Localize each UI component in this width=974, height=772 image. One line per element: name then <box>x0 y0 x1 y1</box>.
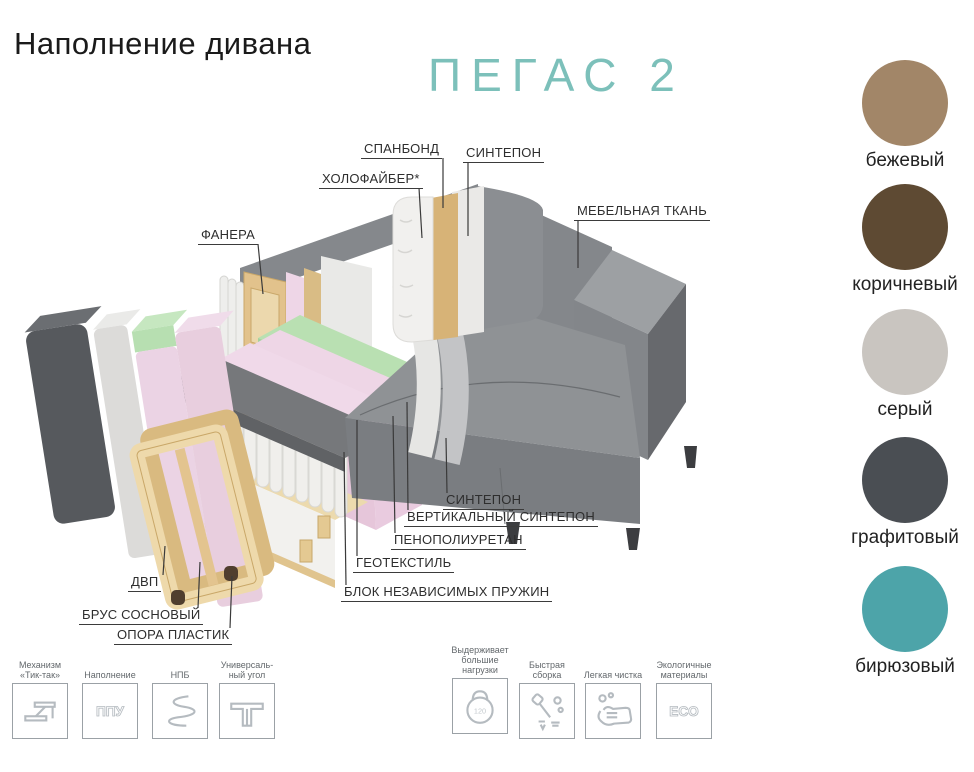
label-spunbond: СПАНБОНД <box>361 141 442 159</box>
label-holofiber: ХОЛОФАЙБЕР* <box>319 171 423 189</box>
color-circle <box>862 309 948 395</box>
cleaning-icon <box>592 690 634 732</box>
label-fabric: МЕБЕЛЬНАЯ ТКАНЬ <box>574 203 710 221</box>
color-name: коричневый <box>852 274 958 295</box>
feature-label: Наполнение <box>84 670 136 680</box>
color-circle <box>862 437 948 523</box>
tiktak-mechanism-icon <box>19 690 61 732</box>
swatch-beige <box>845 60 965 172</box>
feature-label: сборка <box>532 670 562 680</box>
label-opora: ОПОРА ПЛАСТИК <box>114 627 232 645</box>
feature-label: нагрузки <box>462 665 498 675</box>
svg-text:120: 120 <box>473 706 487 716</box>
feature-label: Быстрая <box>529 660 565 670</box>
feature-label: материалы <box>660 670 708 680</box>
color-name: бирюзовый <box>855 656 955 677</box>
label-sintepon-top: СИНТЕПОН <box>463 145 544 163</box>
color-name: серый <box>877 399 933 420</box>
feature-label: ный угол <box>228 670 266 680</box>
label-brus: БРУС СОСНОВЫЙ <box>79 607 203 625</box>
color-name: графитовый <box>851 527 959 548</box>
feature-label: НПБ <box>170 670 190 680</box>
assembly-icon <box>526 690 568 732</box>
feature-label: «Тик-так» <box>19 670 61 680</box>
label-sintepon-seat: СИНТЕПОН <box>443 492 524 510</box>
spring-icon <box>159 690 201 732</box>
plastic-foot <box>171 590 185 605</box>
swatch-graphite <box>845 437 965 549</box>
label-springs: БЛОК НЕЗАВИСИМЫХ ПРУЖИН <box>341 584 552 602</box>
label-fanera: ФАНЕРА <box>198 227 258 245</box>
swatch-brown <box>845 184 965 296</box>
label-vertical-sintepon: ВЕРТИКАЛЬНЫЙ СИНТЕПОН <box>404 509 598 527</box>
feature-label: большие <box>461 655 499 665</box>
feature-label: Выдерживает <box>451 645 509 655</box>
label-ppu: ПЕНОПОЛИУРЕТАН <box>391 532 526 550</box>
plastic-foot <box>224 566 238 581</box>
swatch-gray <box>845 309 965 421</box>
feature-label: Универсаль- <box>220 660 274 670</box>
svg-text:ППУ: ППУ <box>95 704 125 720</box>
feature-universal-corner <box>201 648 293 739</box>
svg-text:ECO: ECO <box>669 704 699 720</box>
feature-label: Легкая чистка <box>583 670 643 680</box>
color-circle <box>862 60 948 146</box>
feature-label: Механизм <box>18 660 62 670</box>
color-name: бежевый <box>865 150 945 171</box>
kettlebell-icon <box>459 685 501 727</box>
ppu-filling-icon <box>89 690 131 732</box>
color-circle <box>862 184 948 270</box>
product-name: ПЕГАС 2 <box>428 49 685 101</box>
eco-icon <box>663 690 705 732</box>
label-geotextile: ГЕОТЕКСТИЛЬ <box>353 555 454 573</box>
color-circle <box>862 566 948 652</box>
feature-label: Экологичные <box>656 660 712 670</box>
swatch-turquoise <box>845 566 965 678</box>
universal-corner-icon <box>226 690 268 732</box>
label-dvp: ДВП <box>128 574 161 592</box>
page-title: Наполнение дивана <box>14 26 312 61</box>
feature-eco <box>638 648 730 739</box>
